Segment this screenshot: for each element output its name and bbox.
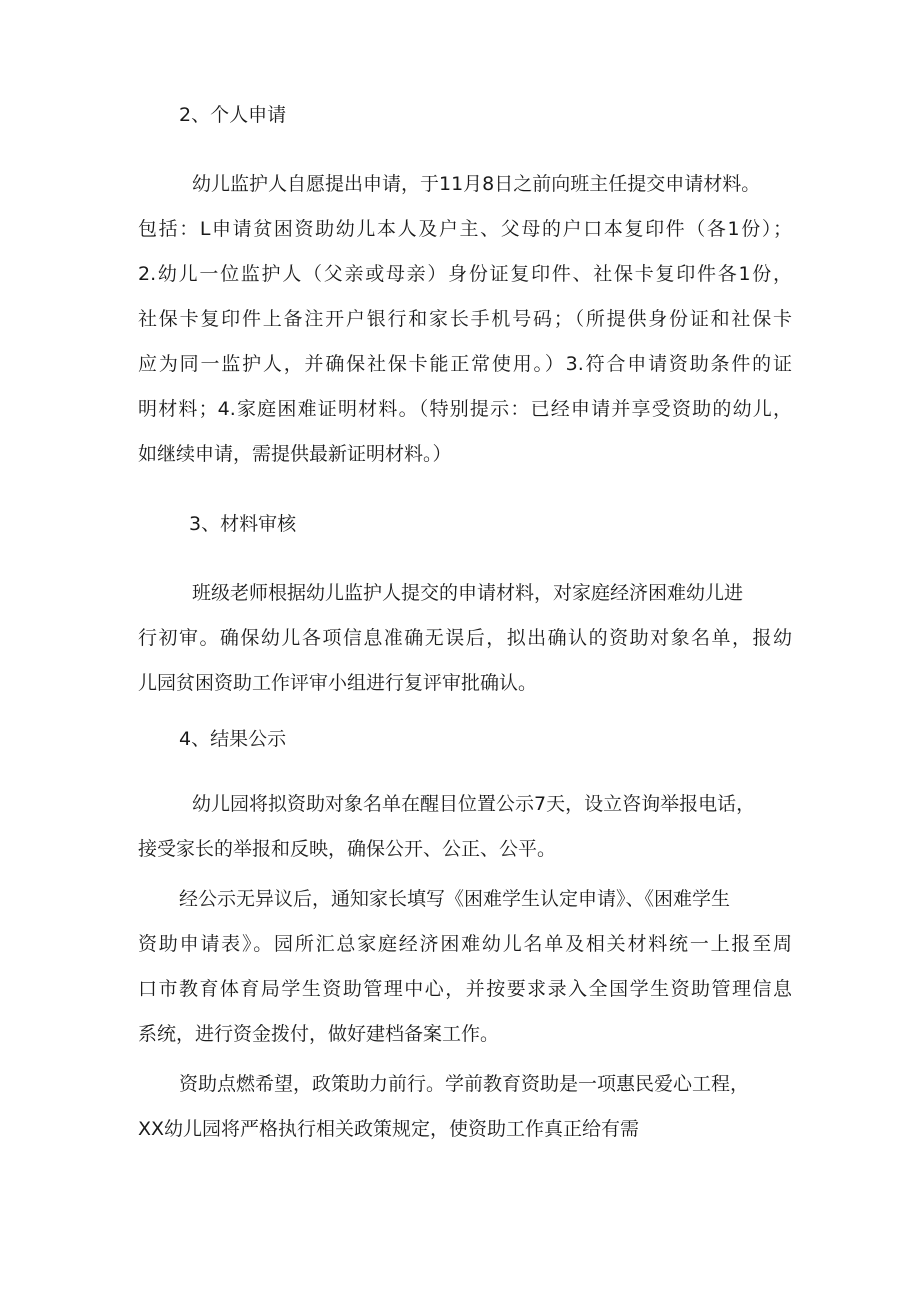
paragraph-line: 明材料；4.家庭困难证明材料。（特别提示：已经申请并享受资助的幼儿， [138,398,792,420]
paragraph-line: 口市教育体育局学生资助管理中心，并按要求录入全国学生资助管理信息 [138,978,792,1000]
paragraph-line: 资助申请表》。园所汇总家庭经济困难幼儿名单及相关材料统一上报至周 [138,933,792,955]
section-heading-apply: 2、个人申请 [179,104,287,126]
paragraph-line: 社保卡复印件上备注开户银行和家长手机号码；（所提供身份证和社保卡 [138,308,792,330]
paragraph-line: 儿园贫困资助工作评审小组进行复评审批确认。 [138,672,538,694]
paragraph-line: 包括：L申请贫困资助幼儿本人及户主、父母的户口本复印件（各1份）； [138,218,792,240]
paragraph-line: 幼儿监护人自愿提出申请，于11月8日之前向班主任提交申请材料。 [192,173,761,195]
section-heading-review: 3、材料审核 [189,513,297,535]
paragraph-line: 系统，进行资金拨付，做好建档备案工作。 [138,1023,500,1045]
paragraph-line: 班级老师根据幼儿监护人提交的申请材料，对家庭经济困难幼儿进 [192,582,744,604]
paragraph-line: XX幼儿园将严格执行相关政策规定，使资助工作真正给有需 [138,1118,640,1140]
paragraph-line: 应为同一监护人，并确保社保卡能正常使用。）3.符合申请资助条件的证 [138,353,792,375]
paragraph-line: 接受家长的举报和反映，确保公开、公正、公平。 [138,838,557,860]
paragraph-line: 行初审。确保幼儿各项信息准确无误后，拟出确认的资助对象名单，报幼 [138,627,792,649]
paragraph-line: 如继续申请，需提供最新证明材料。） [138,443,452,465]
paragraph-line: 资助点燃希望，政策助力前行。学前教育资助是一项惠民爱心工程， [179,1073,750,1095]
section-heading-publicity: 4、结果公示 [179,728,287,750]
paragraph-line: 2.幼儿一位监护人（父亲或母亲）身份证复印件、社保卡复印件各1份， [138,263,792,285]
paragraph-line: 幼儿园将拟资助对象名单在醒目位置公示7天，设立咨询举报电话， [192,793,756,815]
paragraph-line: 经公示无异议后，通知家长填写《困难学生认定申请》、《困难学生 [179,888,731,910]
